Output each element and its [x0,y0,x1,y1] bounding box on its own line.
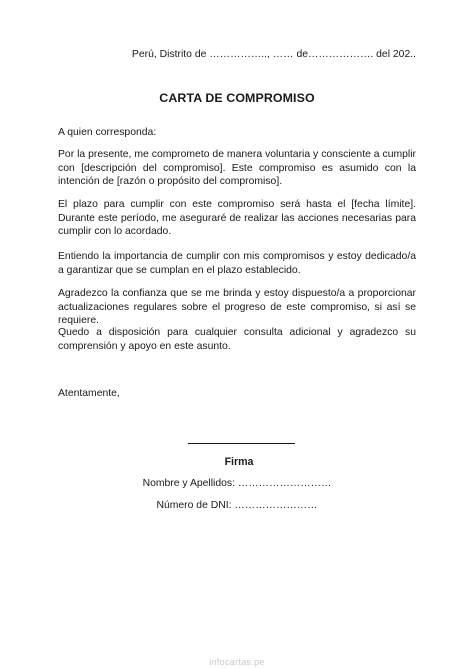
paragraph-importance: Entiendo la importancia de cumplir con mis compromisos y estoy dedicado/a a garantizar que se cumplan en el plazo establecido. [58,251,416,276]
paragraph-deadline: El plazo para cumplir con este compromiso será hasta el [fecha límite]. Durante este período, me aseguraré de realizar las acciones necesarias para cumplir con lo acordado. [58,199,416,238]
paragraph-availability: Quedo a disposición para cualquier consulta adicional y agradezco su comprensión y apoyo en este asunto. [58,327,416,352]
closing: Atentamente, [58,388,120,399]
letter-title: CARTA DE COMPROMISO [159,91,315,105]
signature-line [188,443,295,444]
paragraph-commitment: Por la presente, me comprometo de manera voluntaria y consciente a cumplir con [descripción del compromiso]. Este compromiso es asumido con la intención de [razón o propósito del compromiso]. [58,149,416,188]
watermark: infocartas.pe [209,657,265,667]
dni-field: Número de DNI: …………………… [156,500,318,511]
date-line: Perú, Distrito de …………….., …… de………………. del 202.. [131,49,416,60]
name-field: Nombre y Apellidos: ……………………… [142,478,332,489]
signature-label: Firma [224,456,254,468]
paragraph-gratitude: Agradezco la confianza que se me brinda y estoy dispuesto/a a proporcionar actualizaciones regulares sobre el progreso de este compromiso, si así se requiere. [58,288,416,327]
salutation: A quien corresponda: [58,127,157,138]
